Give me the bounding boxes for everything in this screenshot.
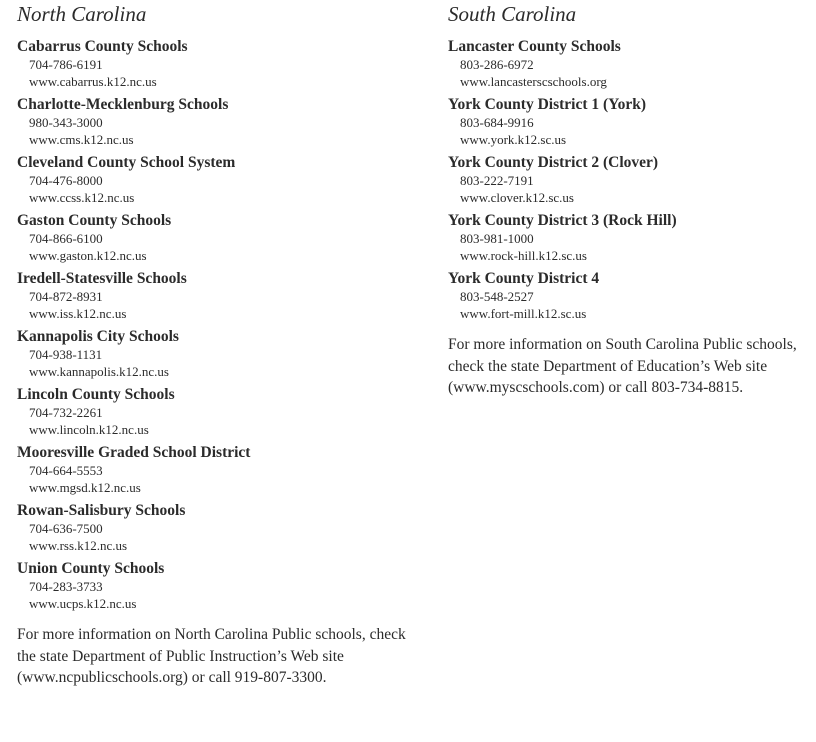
district-website-link[interactable]: www.iss.k12.nc.us xyxy=(29,306,127,321)
district-entry xyxy=(448,154,816,212)
district-name: Cleveland County School System xyxy=(17,154,236,171)
district-name: Mooresville Graded School District xyxy=(17,444,251,461)
district-name: Rowan-Salisbury Schools xyxy=(17,502,186,519)
district-phone: 704-636-7500 xyxy=(29,521,103,536)
district-website-link[interactable]: www.kannapolis.k12.nc.us xyxy=(29,364,169,379)
district-website-link[interactable]: www.ccss.k12.nc.us xyxy=(29,190,135,205)
district-entry xyxy=(17,38,417,96)
district-website-link[interactable]: www.mgsd.k12.nc.us xyxy=(29,480,141,495)
district-name: Kannapolis City Schools xyxy=(17,328,179,345)
district-entry xyxy=(448,96,816,154)
district-website-link[interactable]: www.lancasterscschools.org xyxy=(460,74,607,89)
district-name: York County District 3 (Rock Hill) xyxy=(448,212,677,229)
district-phone: 704-664-5553 xyxy=(29,463,103,478)
north-carolina-more-info: For more information on North Carolina Public schools, check the state Department of Public Instruction’s Web site (www.ncpublicschools.org) or call 919-807-3300. xyxy=(17,626,406,686)
district-entry xyxy=(17,154,417,212)
district-website-link[interactable]: www.rss.k12.nc.us xyxy=(29,538,128,553)
district-name: York County District 1 (York) xyxy=(448,96,647,113)
district-name: Lincoln County Schools xyxy=(17,386,175,403)
district-name: York County District 2 (Clover) xyxy=(448,154,659,171)
north-carolina-title: North Carolina xyxy=(17,2,147,26)
district-entry xyxy=(17,328,417,386)
district-name: Gaston County Schools xyxy=(17,212,172,229)
district-phone: 803-684-9916 xyxy=(460,115,534,130)
district-entry xyxy=(448,212,816,270)
district-entry xyxy=(17,270,417,328)
district-phone: 803-286-6972 xyxy=(460,57,534,72)
district-phone: 803-981-1000 xyxy=(460,231,534,246)
district-website-link[interactable]: www.york.k12.sc.us xyxy=(460,132,567,147)
district-website-link[interactable]: www.ucps.k12.nc.us xyxy=(29,596,137,611)
south-carolina-more-info: For more information on South Carolina Public schools, check the state Department of Education’s Web site (www.myscschools.com) or call 803-734-8815. xyxy=(448,336,797,396)
north-carolina-column xyxy=(17,0,417,686)
district-phone: 704-732-2261 xyxy=(29,405,103,420)
district-name: Lancaster County Schools xyxy=(448,38,621,55)
district-phone: 704-872-8931 xyxy=(29,289,103,304)
district-phone: 980-343-3000 xyxy=(29,115,103,130)
district-phone: 704-476-8000 xyxy=(29,173,103,188)
south-carolina-district-list xyxy=(448,38,816,328)
district-phone: 704-283-3733 xyxy=(29,579,103,594)
district-phone: 803-222-7191 xyxy=(460,173,534,188)
district-entry xyxy=(448,270,816,328)
north-carolina-district-list xyxy=(17,38,417,618)
district-website-link[interactable]: www.gaston.k12.nc.us xyxy=(29,248,147,263)
district-website-link[interactable]: www.cabarrus.k12.nc.us xyxy=(29,74,157,89)
district-entry xyxy=(448,38,816,96)
district-website-link[interactable]: www.rock-hill.k12.sc.us xyxy=(460,248,587,263)
south-carolina-column xyxy=(448,0,816,396)
district-phone: 704-786-6191 xyxy=(29,57,103,72)
district-name: Iredell-Statesville Schools xyxy=(17,270,187,287)
district-website-link[interactable]: www.lincoln.k12.nc.us xyxy=(29,422,149,437)
district-name: Cabarrus County Schools xyxy=(17,38,188,55)
district-phone: 704-938-1131 xyxy=(29,347,103,362)
district-website-link[interactable]: www.fort-mill.k12.sc.us xyxy=(460,306,587,321)
district-phone: 803-548-2527 xyxy=(460,289,534,304)
district-name: York County District 4 xyxy=(448,270,600,287)
south-carolina-title: South Carolina xyxy=(448,2,577,26)
district-entry xyxy=(17,502,417,560)
district-website-link[interactable]: www.clover.k12.sc.us xyxy=(460,190,574,205)
district-entry xyxy=(17,212,417,270)
district-name: Charlotte-Mecklenburg Schools xyxy=(17,96,229,113)
district-entry xyxy=(17,96,417,154)
district-website-link[interactable]: www.cms.k12.nc.us xyxy=(29,132,134,147)
district-name: Union County Schools xyxy=(17,560,165,577)
district-phone: 704-866-6100 xyxy=(29,231,103,246)
district-entry xyxy=(17,386,417,444)
district-entry xyxy=(17,444,417,502)
district-entry xyxy=(17,560,417,618)
